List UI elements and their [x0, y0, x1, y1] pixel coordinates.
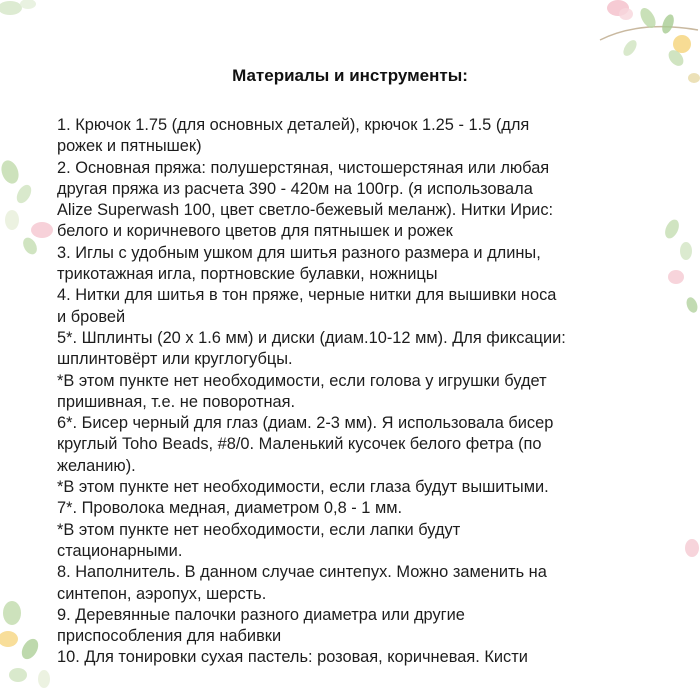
list-line: 8. Наполнитель. В данном случае синтепух. Можно заменить на — [57, 563, 547, 582]
list-line: приспособления для набивки — [57, 627, 282, 646]
list-line: 10. Для тонировки сухая пастель: розовая, коричневая. Кисти — [57, 648, 528, 667]
list-line: 3. Иглы с удобным ушком для шитья разного размера и длины, — [57, 243, 541, 262]
list-line: Alize Superwash 100, цвет светло-бежевый меланж). Нитки Ирис: — [57, 201, 554, 220]
list-line: *В этом пункте нет необходимости, если голова у игрушки будет — [57, 371, 547, 390]
list-line: белого и коричневого цветов для пятнышек и рожек — [57, 222, 453, 241]
list-line: стационарными. — [57, 541, 183, 560]
list-line: синтепон, аэропух, шерсть. — [57, 584, 267, 603]
list-line: 6*. Бисер черный для глаз (диам. 2-3 мм). Я использовала бисер — [57, 414, 554, 433]
list-line: другая пряжа из расчета 390 - 420м на 100гр. (я использовала — [57, 179, 533, 198]
list-line: *В этом пункте нет необходимости, если лапки будут — [57, 520, 461, 539]
list-line: 7*. Проволока медная, диаметром 0,8 - 1 мм. — [57, 499, 403, 518]
list-line: *В этом пункте нет необходимости, если глаза будут вышитыми. — [57, 478, 549, 497]
page-title: Материалы и инструменты: — [232, 66, 468, 85]
list-line: шплинтовёрт или круглогубцы. — [57, 350, 293, 369]
list-line: 1. Крючок 1.75 (для основных деталей), крючок 1.25 - 1.5 (для — [57, 116, 530, 134]
materials-list — [57, 115, 657, 669]
list-line: желанию). — [57, 456, 136, 475]
list-line: трикотажная игла, портновские булавки, ножницы — [57, 265, 438, 284]
list-line: пришивная, т.е. не поворотная. — [57, 392, 296, 411]
list-line: круглый Toho Beads, #8/0. Маленький кусочек белого фетра (по — [57, 435, 542, 454]
list-line: 9. Деревянные палочки разного диаметра или другие — [57, 605, 465, 624]
list-line: рожек и пятнышек) — [57, 137, 202, 156]
list-line: 4. Нитки для шитья в тон пряже, черные нитки для вышивки носа — [57, 286, 557, 305]
list-line: 5*. Шплинты (20 х 1.6 мм) и диски (диам.10-12 мм). Для фиксации: — [57, 328, 566, 347]
list-line: и бровей — [57, 307, 126, 326]
list-line: 2. Основная пряжа: полушерстяная, чистошерстяная или любая — [57, 158, 550, 177]
